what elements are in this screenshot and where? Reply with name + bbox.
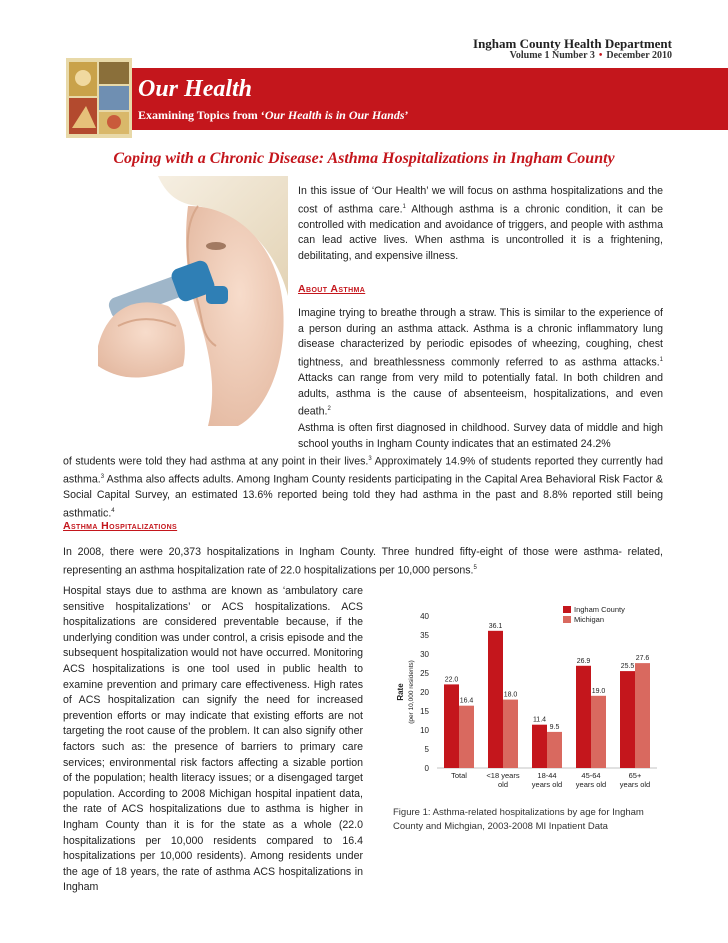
bar-ingham-county: [576, 666, 591, 768]
volume-label: Volume 1 Number 3: [509, 50, 595, 61]
hospitalizations-paragraph: [63, 545, 663, 579]
y-tick-label: 20: [420, 688, 429, 697]
bar-michigan: [635, 663, 650, 768]
hospitalization-rate-chart: [385, 600, 675, 800]
data-label: 22.0: [444, 676, 459, 684]
footnote-ref: 1: [402, 203, 406, 210]
legend-label: Ingham County: [574, 605, 625, 614]
y-tick-label: 15: [420, 707, 429, 716]
footnote-ref: 3: [100, 474, 105, 481]
y-axis-subtitle: (per 10,000 residents): [408, 660, 415, 724]
y-tick-label: 0: [424, 764, 429, 773]
intro-text-2: Although asthma is a chronic condition, it can be controlled with medication and avoidance of triggers, and people with asthma can lead active lives. When asthma is uncontrolled it is a frightening, debilitating, and expensive illness.: [298, 203, 664, 262]
child-inhaler-photo: [88, 176, 288, 426]
data-label: 11.4: [532, 716, 547, 724]
bar-ingham-county: [620, 671, 635, 768]
legend-swatch: [563, 616, 571, 623]
bullet-icon: •: [598, 50, 603, 61]
figure-caption: Figure 1: Asthma-related hospitalizations by age for Ingham County and Michgian, 2003-2008 MI Inpatient Data: [393, 807, 644, 832]
newsletter-title: Our Health: [138, 76, 253, 102]
legend-label: Michigan: [574, 615, 605, 624]
bar-michigan: [459, 706, 474, 768]
y-tick-label: 35: [420, 631, 429, 640]
newsletter-subtitle: [138, 108, 409, 123]
data-label: 18.0: [503, 691, 518, 699]
y-tick-label: 40: [420, 612, 429, 621]
survey-text-b: of students were told they had asthma at any point in their lives.: [63, 455, 369, 468]
x-tick-label: years old: [619, 780, 651, 789]
survey-text-d: Asthma also affects adults. Among Ingham County residents participating in the Capital Area Behavioral Risk Factor & Social Capital Survey, an estimated 13.6% reported being told they had asthma in the past and 8.8% reported still being asthmatic.: [63, 473, 663, 520]
footnote-ref: 3: [368, 456, 372, 462]
y-tick-label: 25: [420, 669, 429, 678]
subtitle-prefix: Examining Topics from ‘: [138, 108, 265, 122]
legend-swatch: [563, 606, 571, 613]
footnote-ref: 5: [473, 564, 477, 571]
y-tick-label: 5: [424, 745, 429, 754]
data-label: 36.1: [488, 622, 503, 630]
survey-text-c: Approximately 14.9% of students reported they currently had asthma.: [63, 455, 664, 486]
acs-paragraph: Hospital stays due to asthma are known as ‘ambulatory care sensitive hospitalizations’ or ACS hospitalizations. ACS hospitalizations are considered preventable because, if the underlying condition was under control, a crisis episode and the subsequent hospitalization would not have occurred. Monitoring ACS hospitalizations is one tool used in public health to examine prevention and primary care effectiveness. High rates of ACS hospitalization can signify the need for increased prevention efforts or may indicate that existing efforts are not targeting the root cause of the problem. It can also signify other factors such as: the presence of barriers to primary care services; environmental risk factors affecting a sizable portion of the population; health literacy issues; or a disengaged target population. According to 2008 Michigan hospital inpatient data, the rate of ACS hospitalizations due to asthma is higher in Ingham County than it is for the state as a whole (22.0 hospitalizations per 10,000 residents compared to 16.4 hospitalizations per 10,000 residents). Among residents under the age of 18 years, the rate of asthma ACS hospitalizations in Ingham: [63, 585, 363, 894]
x-tick-label: Total: [451, 771, 467, 780]
issue-date: December 2010: [606, 50, 672, 61]
survey-paragraph-bottom: [63, 452, 663, 522]
intro-text: In this issue of ‘Our Health’ we will focus on asthma hospitalizations and the cost of asthma care.: [298, 185, 663, 216]
x-tick-label: old: [497, 780, 509, 789]
hospitalizations-text: In 2008, there were 20,373 hospitalizations in Ingham County. Three hundred fifty-eight of those were asthma- related, representing an asthma hospitalization rate of 22.0 hospitalizations per 10,000 persons.: [63, 546, 663, 577]
x-tick-label: years old: [575, 780, 607, 789]
y-axis-title: Rate: [396, 683, 405, 701]
about-text-2: Attacks can range from very mild to potentially fatal. In both children and adults, asthma is the cause of absenteeism, hospitalizations, and even death.: [298, 371, 663, 418]
article-title: Coping with a Chronic Disease: Asthma Hospitalizations in Ingham County: [113, 150, 615, 167]
org-name: Ingham County Health Department: [473, 36, 672, 51]
subtitle-italic: Our Health is in Our Hands: [264, 108, 405, 122]
data-label: 16.4: [459, 697, 474, 705]
data-label: 26.9: [576, 657, 591, 665]
y-tick-label: 10: [420, 726, 429, 735]
issue-info: [510, 50, 672, 61]
hospitalizations-heading: Asthma Hospitalizations: [63, 520, 178, 532]
intro-paragraph: [298, 184, 663, 265]
survey-paragraph-top: Asthma is often first diagnosed in childhood. Survey data of middle and high school youths in Ingham County indicates that an estimated 24.2%: [298, 422, 663, 450]
bar-michigan: [547, 732, 562, 768]
footnote-ref: 2: [327, 406, 331, 413]
x-tick-label: <18 years: [486, 771, 520, 780]
x-tick-label: 65+: [628, 771, 642, 780]
bar-ingham-county: [488, 631, 503, 768]
data-label: 19.0: [591, 687, 606, 695]
footnote-ref: 1: [659, 356, 663, 363]
about-text: Imagine trying to breathe through a straw. This is similar to the experience of a person during an asthma attack. Asthma is a chronic inflammatory lung disease characterized by periodic episodes of wheezing, coughing, chest tightness, and breathlessness commonly referred to as asthma attacks.: [298, 307, 663, 369]
x-tick-label: 45-64: [581, 771, 601, 780]
data-label: 25.5: [620, 663, 635, 671]
bar-michigan: [503, 700, 518, 768]
bar-ingham-county: [532, 725, 547, 768]
x-tick-label: years old: [531, 780, 563, 789]
logo-collage-icon: [66, 58, 132, 138]
y-tick-label: 30: [420, 650, 429, 659]
about-asthma-heading: About Asthma: [298, 283, 366, 295]
footnote-ref: 4: [111, 507, 115, 514]
data-label: 27.6: [635, 655, 650, 663]
subtitle-suffix: ’: [404, 108, 409, 122]
about-paragraph: [298, 306, 663, 420]
bar-michigan: [591, 696, 606, 768]
bar-ingham-county: [444, 684, 459, 768]
x-tick-label: 18-44: [537, 771, 557, 780]
data-label: 9.5: [549, 723, 560, 731]
